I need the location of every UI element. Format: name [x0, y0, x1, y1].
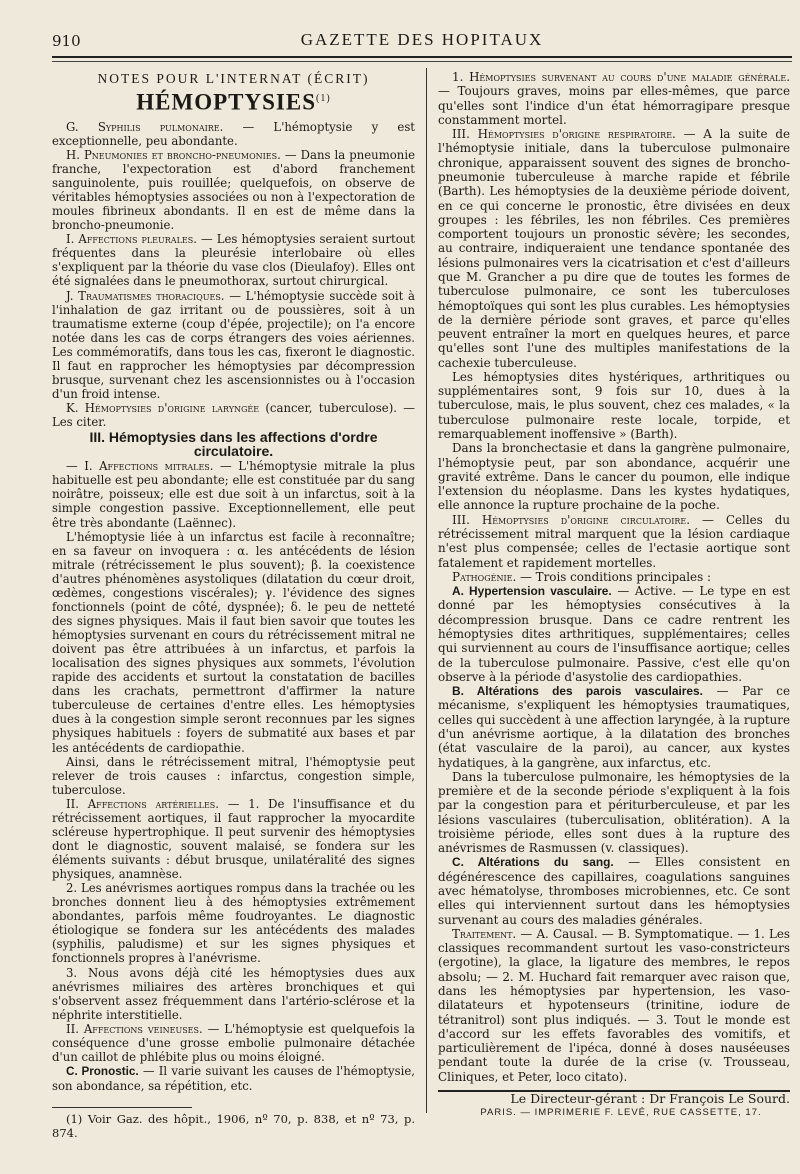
paragraph-lead: B. Altérations des parois vasculaires. — [452, 684, 703, 699]
director-line: Le Directeur-gérant : Dr François Le Sourd. — [510, 1090, 790, 1106]
paragraph — [52, 1064, 415, 1093]
paragraph-body: — L'hémoptysie succède soit à l'inhalation de gaz irritant ou de poussières, soit à un traumatisme externe (coup d'épée, projectile); on l'a encore notée dans les cas de corps étrangers des voies aériennes. Les commémoratifs, dans tous les cas, fixeront le diagnostic. Il faut en rapprocher les hémoptysies par décompression brusque, survenant chez les ascensionnistes ou à l'occasion d'un froid intense. — [52, 288, 415, 401]
paragraph — [438, 513, 790, 570]
paragraph — [52, 1022, 415, 1064]
paragraph — [438, 570, 790, 584]
paragraph — [438, 441, 790, 512]
paragraph — [52, 232, 415, 288]
paragraph-body: — Trois conditions principales : — [516, 569, 711, 584]
paragraph-lead: J. Traumatismes thoraciques. — [66, 288, 225, 303]
paragraph-lead: II. Affections artérielles. — [66, 796, 220, 811]
paragraph — [52, 120, 415, 148]
paragraph-lead: H. Pneumonies et broncho-pneumonies. — [66, 147, 281, 162]
paragraph-body: Dans la tuberculose pulmonaire, les hémoptysies de la première et de la seconde période s'expliquent à la fois par la congestion para et périturberculeuse, et par les lésions vasculaires (tuberculisation, oblitération). A la troisième période, elles sont dues à la rupture des anévrismes de Rasmussen (v. classiques). — [438, 769, 790, 856]
paragraph — [438, 70, 790, 127]
paragraph — [52, 755, 415, 797]
section-heading: III. Hémoptysies dans les affections d'ordre circulatoire. — [89, 429, 378, 460]
paragraph — [52, 148, 415, 232]
paragraph-lead: A. Hypertension vasculaire. — [452, 584, 612, 599]
paragraph — [438, 684, 790, 770]
paragraph-body: — L'hémoptysie est quelquefois la conséquence d'une grosse embolie pulmonaire détachée d'un caillot de phlébite plus ou moins éloigné. — [52, 1021, 415, 1064]
paragraph-body: — Dans la pneumonie franche, l'expectoration est d'abord franchement sanguinolente, puis rouillée; quelquefois, on observe de véritables hémoptysies associées ou non à l'expectoration de moules fibrineux abondants. Il en est de même dans la broncho-pneumonie. — [52, 147, 415, 233]
paragraph — [438, 927, 790, 1084]
paragraph-lead: II. Affections veineuses. — [66, 1021, 203, 1036]
paragraph-lead: K. Hémoptysies d'origine laryngée — [66, 401, 260, 416]
paragraph-lead: — I. Affections mitrales. — [66, 459, 214, 474]
journal-title: GAZETTE DES HOPITAUX — [300, 30, 544, 49]
page-header — [52, 30, 792, 56]
paragraph — [438, 770, 790, 856]
paragraph-lead: I. Affections pleurales. — [66, 232, 197, 247]
paragraph-body: L'hémoptysie liée à un infarctus est facile à reconnaître; en sa faveur on invoquera : α. les antécédents de lésion mitrale (rétrécissement le plus souvent); β. la coexistence d'autres phénomènes asystoliques (dilatation du cœur droit, œdèmes, congestions viscérales); γ. l'évidence des signes fonctionnels (point de côté, dyspnée); δ. le peu de netteté des signes physiques. Mais il faut bien savoir que toutes les hémoptysies survenant en cours du rétrécissement mitral ne doivent pas être attribuées à un infarctus, et parfois la localisation des signes physiques aux sommets, l'évolution rapide des accidents et surtout la constatation de bacilles dans les crachats, permettront d'affirmer la nature tuberculeuse de certaines d'entre elles. Les hémoptysies dues à la congestion simple seront reconnues par les signes physiques habituels : foyers de submatité aux bases et par les antécédents de cardiopathie. — [52, 529, 415, 755]
footnote-rule — [52, 1107, 192, 1108]
paragraph — [52, 401, 415, 429]
right-column-body — [438, 70, 790, 1084]
paragraph-body: — A. Causal. — B. Symptomatique. — 1. Les classiques recommandent surtout les vaso-constricteurs (ergotine), la glace, la ligature des membres, le repos absolu; — 2. M. Huchard fait remarquer avec raison que, dans les hémoptysies par hypertension, les vaso-dilatateurs et hypotenseurs (trinitine, iodure de tétranitrol) sont plus indiqués. — 3. Tout le monde est d'accord sur les effets favorables des vomitifs, et particulièrement de l'ipéca, donné à doses nauséeuses pendant toute la durée de la crise (v. Trousseau, Cliniques, et Peter, loco citato). — [438, 926, 790, 1084]
article-kicker: NOTES POUR L'INTERNAT (ÉCRIT) — [97, 71, 370, 86]
paragraph — [438, 584, 790, 684]
paragraph — [438, 370, 790, 441]
footnote-ref: (1) — [316, 93, 331, 105]
paragraph — [438, 127, 790, 370]
paragraph-lead: G. Syphilis pulmonaire. — [66, 119, 224, 134]
paragraph-lead: 1. Hémoptysies survenant au cours d'une maladie générale. — [452, 70, 790, 84]
paragraph — [52, 459, 415, 529]
paragraph-lead: Traitement. — [452, 926, 517, 941]
paragraph-lead: III. Hémoptysies d'origine respiratoire. — [452, 127, 676, 142]
paragraph — [52, 530, 415, 755]
paragraph-body: — L'hémoptysie y est exceptionnelle, peu abondante. — [52, 119, 416, 148]
paragraph-body: — Il varie suivant les causes de l'hémoptysie, son abondance, sa répétition, etc. — [52, 1063, 415, 1094]
paragraph — [438, 855, 790, 926]
article-title-text: HÉMOPTYSIES — [136, 89, 317, 115]
paragraph-body: — Les hémoptysies seraient surtout fréquentes dans la pleurésie interlobaire où elles s'expliquent par la théorie du vase clos (Dieulafoy). Elles ont été signalées dans le pneumothorax, surtout chirurgical. — [52, 232, 415, 289]
paragraph-body: Dans la bronchectasie et dans la gangrène pulmonaire, l'hémoptysie peut, par son abondance, acquérir une gravité extrême. Dans le cancer du poumon, elle indique l'extension du néoplasme. Dans les kystes hydatiques, elle annonce la rupture prochaine de la poche. — [438, 441, 790, 513]
paragraph-body: — Elles consistent en dégénérescence des capillaires, coagulations sanguines avec hématolyse, thromboses microbiennes, etc. Ce sont elles qui interviennent surtout dans les hémoptysies survenant au cours des maladies générales. — [438, 855, 790, 927]
paragraph — [52, 966, 415, 1022]
paragraph — [52, 289, 415, 402]
paragraph-body: — Toujours graves, moins par elles-mêmes, que parce qu'elles sont l'indice d'un état hémorragipare presque constamment mortel. — [438, 84, 790, 127]
printer-line: PARIS. — IMPRIMERIE F. LEVÉ, RUE CASSETTE, 17. — [480, 1107, 762, 1119]
paragraph-lead: III. Hémoptysies d'origine circulatoire. — [452, 512, 691, 527]
paragraph — [52, 881, 415, 965]
paragraph-body: — Par ce mécanisme, s'expliquent les hémoptysies traumatiques, celles qui succèdent à une affection laryngée, à la rupture d'un anévrisme aortique, à la dilatation des bronches (état vasculaire de la paroi), au cancer, aux kystes hydatiques, à la gangrène, aux infarctus, etc. — [438, 684, 790, 770]
left-column-body — [52, 120, 415, 1093]
paragraph-body: — A la suite de l'hémoptysie initiale, dans la tuberculose pulmonaire chronique, apparaissent souvent des signes de broncho-pneumonie tuberculeuse à marche rapide et fébrile (Barth). Les hémoptysies de la deuxième période doivent, en ce qui concerne le pronostic, être divisées en deux groupes : les fébriles, les non fébriles. Ces premières comportent toujours un pronostic sévère; les secondes, au contraire, indiqueraient une tendance spontanée des lésions pulmonaires vers la cicatrisation et c'est d'ailleurs que M. Grancher a pu dire que de toutes les formes de tuberculose pulmonaire, ce sont les tuberculoses hémoptoïques qui sont les plus curables. Les hémoptysies de la dernière période sont graves, et parce qu'elles peuvent entraîner la mort en quelques heures, et parce qu'elles sont l'une des multiples manifestations de la cachexie tuberculeuse. — [438, 127, 790, 370]
right-column — [438, 70, 790, 1121]
paragraph — [52, 797, 415, 881]
paragraph-body: — 1. De l'insuffisance et du rétrécissement aortiques, il faut rapprocher la myocardite scléreuse hypertrophique. Il peut survenir des hémoptysies dont le diagnostic, souvent malaisé, se fondera sur les éléments suivants : début brusque, unilatéralité des signes physiques, anamnèse. — [52, 796, 416, 882]
paragraph-body: Ainsi, dans le rétrécissement mitral, l'hémoptysie peut relever de trois causes : infarctus, congestion simple, tuberculose. — [52, 754, 415, 797]
article-title — [52, 89, 415, 115]
header-rule-thin — [52, 61, 792, 62]
paragraph-lead: Pathogénie. — [452, 569, 517, 584]
column-divider — [426, 68, 427, 1113]
paragraph-body: Les hémoptysies dites hystériques, arthritiques ou supplémentaires sont, 9 fois sur 10, dues à la tuberculose, mais, le plus souvent, chez ces malades, « la tuberculose pulmonaire reste locale, torpide, et remarquablement inoffensive » (Barth). — [438, 369, 790, 442]
paragraph-lead: C. Altérations du sang. — [452, 855, 614, 870]
page-number: 910 — [52, 32, 81, 50]
left-column — [52, 70, 415, 1140]
paragraph-body: 3. Nous avons déjà cité les hémoptysies dues aux anévrismes miliaires des artères bronchiques et qui s'observent assez fréquemment dans l'artério-sclérose et la néphrite interstitielle. — [52, 965, 415, 1022]
footnote: (1) Voir Gaz. des hôpit., 1906, nº 70, p. 838, et nº 73, p. 874. — [52, 1112, 415, 1141]
paragraph-lead: C. Pronostic. — [66, 1064, 139, 1078]
header-rule — [52, 56, 792, 58]
paragraph-body: — Celles du rétrécissement mitral marquent que la lésion cardiaque n'est plus compensée; celles de l'ectasie aortique sont fatalement et rapidement mortelles. — [438, 512, 790, 570]
paragraph-body: — Active. — Le type en est donné par les hémoptysies consécutives à la décompression brusque. Dans ce cadre rentrent les hémoptysies dites arthritiques, supplémentaires; celles qui surviennent au cours de l'insuffisance aortique; celles de la tuberculose pulmonaire. Passive, c'est elle qu'on observe à la période d'asystolie des cardiopathies. — [438, 584, 790, 684]
paragraph-body: (cancer, tuberculose). — Les citer. — [52, 401, 415, 430]
paragraph-body: — L'hémoptysie mitrale la plus habituelle est peu abondante; elle est constituée par du sang noirâtre, poisseux; elle est due soit à un infarctus, soit à la simple congestion passive. Exceptionnellement, elle peut être très abondante (Laënnec). — [52, 459, 415, 530]
paragraph-body: 2. Les anévrismes aortiques rompus dans la trachée ou les bronches donnent lieu à des hémoptysies extrêmement abondantes, parfois même foudroyantes. Le diagnostic étiologique se fondera sur les antécédents des malades (syphilis, paludisme) et sur les signes physiques et fonctionnels propres à l'anévrisme. — [52, 881, 415, 966]
